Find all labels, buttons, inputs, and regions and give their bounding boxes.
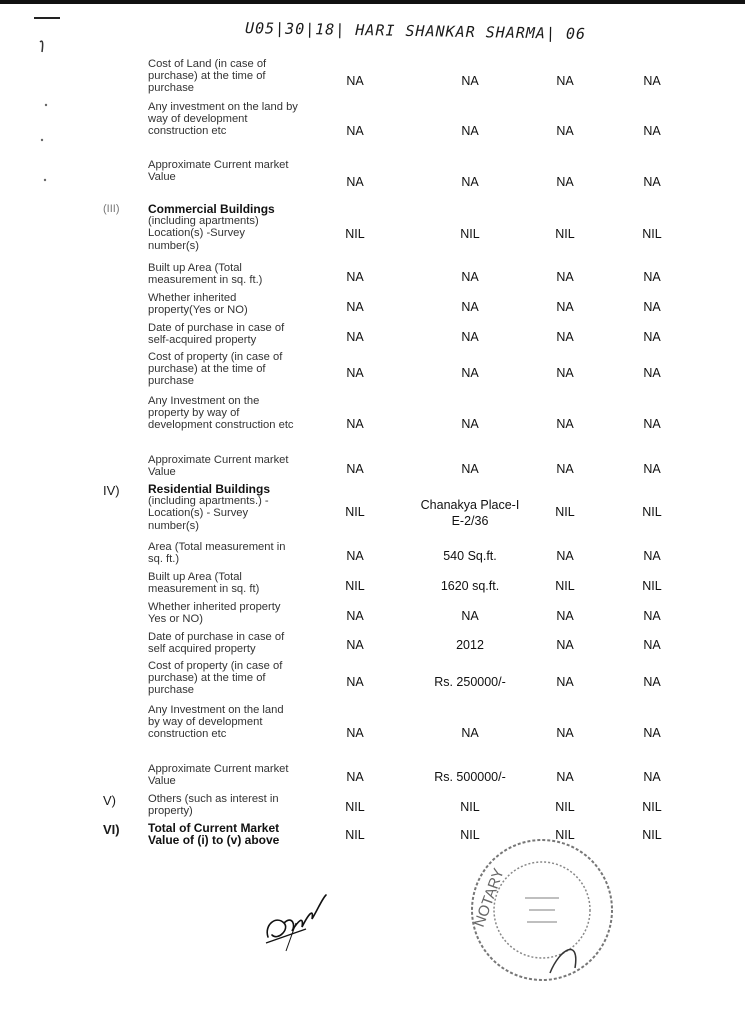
- value-cell: NA: [461, 330, 479, 344]
- value-cell: NA: [643, 175, 661, 189]
- value-cell: NA: [461, 726, 479, 740]
- row-label: Cost of property (in case of purchase) at the time of purchase: [148, 660, 283, 697]
- notary-seal-stamp: [455, 828, 630, 988]
- row-label: Any Investment on the land by way of development construction etc: [148, 704, 284, 741]
- row-sublabel: (including apartments.) -Location(s) - Survey number(s): [148, 495, 269, 532]
- value-cell: NA: [556, 462, 574, 476]
- row-number: (III): [103, 203, 120, 215]
- value-cell: NA: [556, 175, 574, 189]
- value-cell: NA: [643, 609, 661, 623]
- row-label: Residential Buildings: [148, 482, 271, 496]
- row-label: Any Investment on the property by way of development construction etc: [148, 395, 294, 432]
- value-cell: NA: [643, 770, 661, 784]
- value-cell: NA: [461, 175, 479, 189]
- value-cell: NA: [461, 300, 479, 314]
- row-label: Built up Area (Total measurement in sq. ft.): [148, 262, 263, 287]
- value-cell: NA: [556, 124, 574, 138]
- row-label: Approximate Current market Value: [148, 763, 289, 788]
- value-cell: NA: [643, 270, 661, 284]
- section-heading-commercial-buildings: [148, 203, 298, 252]
- value-cell: NA: [556, 770, 574, 784]
- value-cell: NA: [461, 366, 479, 380]
- value-cell: NA: [461, 124, 479, 138]
- value-cell: NA: [346, 366, 364, 380]
- value-cell: NA: [346, 638, 364, 652]
- value-cell: NIL: [642, 800, 662, 814]
- row-label: Others (such as interest in property): [148, 793, 279, 818]
- signature-image: [262, 885, 342, 955]
- value-cell: NIL: [345, 505, 365, 519]
- value-cell: NIL: [555, 227, 575, 241]
- value-cell: 1620 sq.ft.: [440, 579, 500, 593]
- row-label: Built up Area (Total measurement in sq. ft): [148, 571, 260, 596]
- row-label: Approximate Current market Value: [148, 454, 289, 479]
- value-cell: 2012: [456, 638, 484, 652]
- value-cell: NA: [556, 300, 574, 314]
- value-cell: NIL: [345, 828, 365, 842]
- row-number: V): [103, 793, 116, 808]
- page-top-edge: [0, 0, 745, 4]
- value-cell: NA: [346, 549, 364, 563]
- row-label: Date of purchase in case of self acquired property: [148, 631, 285, 656]
- value-cell: NA: [643, 300, 661, 314]
- value-cell: NA: [643, 417, 661, 431]
- value-cell: NIL: [460, 800, 480, 814]
- value-cell: NA: [556, 675, 574, 689]
- value-cell: NA: [643, 366, 661, 380]
- value-cell: NA: [556, 609, 574, 623]
- row-label: Area (Total measurement in sq. ft.): [148, 541, 286, 566]
- value-cell: NA: [346, 675, 364, 689]
- row-label: Cost of property (in case of purchase) at the time of purchase: [148, 351, 283, 388]
- value-cell: NIL: [642, 579, 662, 593]
- value-cell: NA: [346, 330, 364, 344]
- value-cell: NA: [556, 417, 574, 431]
- value-cell: NA: [346, 726, 364, 740]
- value-cell: NA: [346, 300, 364, 314]
- value-cell: NA: [346, 417, 364, 431]
- value-cell: NA: [556, 366, 574, 380]
- row-number: IV): [103, 483, 120, 498]
- margin-scribble-marks: [20, 10, 60, 190]
- value-cell: NA: [643, 726, 661, 740]
- value-cell: NIL: [460, 828, 480, 842]
- value-cell: NA: [556, 330, 574, 344]
- value-cell: NA: [461, 609, 479, 623]
- row-label: Cost of Land (in case of purchase) at the time of purchase: [148, 58, 267, 95]
- value-cell: NIL: [642, 828, 662, 842]
- row-label: Approximate Current market Value: [148, 159, 289, 184]
- value-cell: NIL: [555, 800, 575, 814]
- value-cell: 540 Sq.ft.: [443, 549, 497, 563]
- value-cell: NA: [461, 462, 479, 476]
- row-label: Any investment on the land by way of development construction etc: [148, 101, 298, 138]
- value-cell: NA: [643, 74, 661, 88]
- value-cell: NIL: [345, 227, 365, 241]
- value-cell: NA: [556, 74, 574, 88]
- value-cell: NA: [461, 417, 479, 431]
- row-label: Whether inherited property Yes or NO): [148, 601, 281, 626]
- row-label: Whether inherited property(Yes or NO): [148, 292, 248, 317]
- value-cell: NA: [346, 770, 364, 784]
- value-cell: NA: [346, 609, 364, 623]
- value-cell: NA: [346, 462, 364, 476]
- value-cell: NA: [556, 549, 574, 563]
- value-cell: NA: [643, 124, 661, 138]
- value-cell: NA: [643, 638, 661, 652]
- row-label: Date of purchase in case of self-acquired property: [148, 322, 285, 347]
- seal-text: NOTARY: [470, 866, 508, 930]
- value-cell: NIL: [642, 227, 662, 241]
- value-cell: NIL: [345, 579, 365, 593]
- value-cell: NA: [556, 270, 574, 284]
- value-cell: NIL: [345, 800, 365, 814]
- value-cell: NA: [643, 330, 661, 344]
- value-cell: NIL: [555, 828, 575, 842]
- value-cell: Rs. 500000/-: [434, 770, 506, 784]
- value-cell: NA: [643, 549, 661, 563]
- handwritten-file-reference: U05|30|18| HARI SHANKAR SHARMA| 06: [244, 19, 587, 43]
- value-cell: NA: [461, 270, 479, 284]
- value-cell: NIL: [460, 227, 480, 241]
- value-cell: NA: [461, 74, 479, 88]
- value-cell: NA: [556, 638, 574, 652]
- value-cell: NIL: [555, 505, 575, 519]
- value-cell: NA: [643, 462, 661, 476]
- value-cell: NA: [346, 175, 364, 189]
- row-sublabel: (including apartments) Location(s) -Survey number(s): [148, 215, 259, 252]
- row-number: VI): [103, 822, 120, 837]
- value-cell: NA: [556, 726, 574, 740]
- value-cell: Chanakya Place-I E-2/36: [420, 498, 520, 528]
- row-label: Commercial Buildings: [148, 202, 275, 216]
- value-cell: NIL: [555, 579, 575, 593]
- value-cell: Rs. 250000/-: [434, 675, 506, 689]
- value-cell: NA: [346, 270, 364, 284]
- row-label: Total of Current Market Value of (i) to (v) above: [148, 821, 280, 848]
- value-cell: NA: [643, 675, 661, 689]
- value-cell: NA: [346, 124, 364, 138]
- value-cell: NIL: [642, 505, 662, 519]
- value-cell: NA: [346, 74, 364, 88]
- section-heading-residential-buildings: [148, 483, 298, 532]
